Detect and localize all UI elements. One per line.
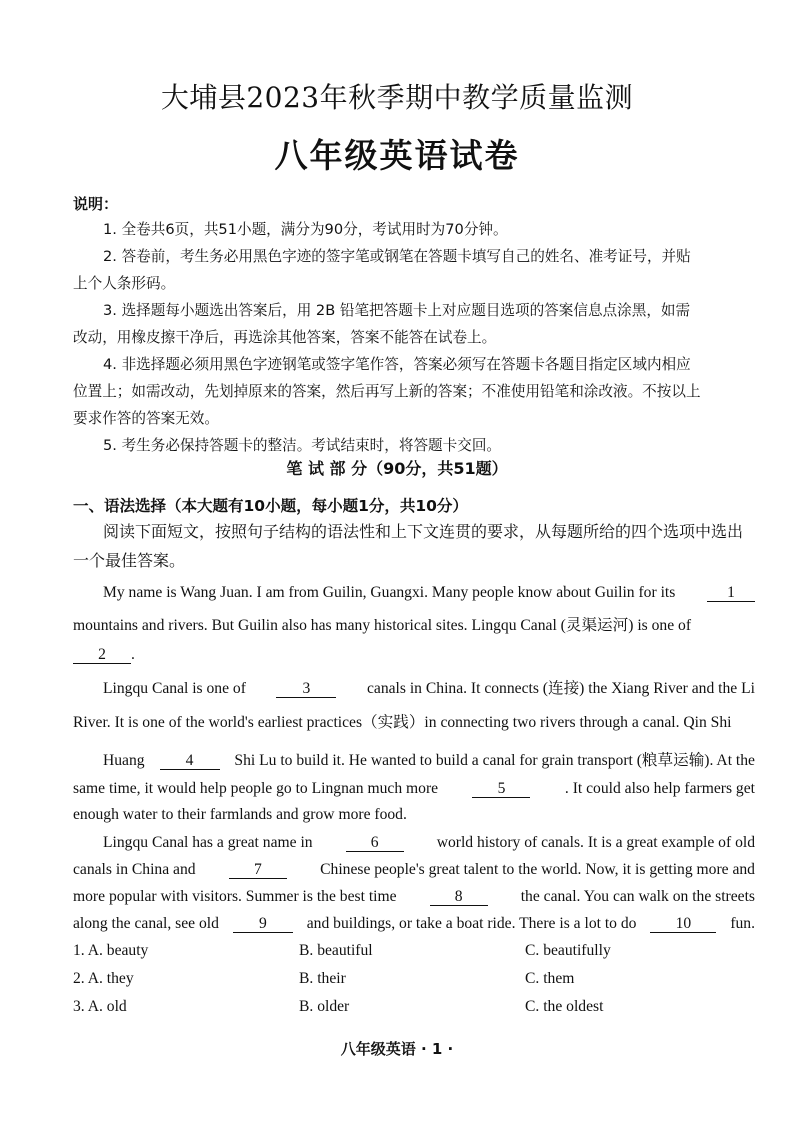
- blank-4: 4: [160, 753, 220, 770]
- passage-text: Lingqu Canal has a great name in: [103, 834, 313, 851]
- exam-title: 大埔县2023年秋季期中教学质量监测: [160, 81, 634, 114]
- option-row: [73, 942, 755, 970]
- passage-text: canals in China and: [73, 861, 196, 878]
- passage-line: [73, 780, 755, 798]
- directions-line: 阅读下面短文，按照句子结构的语法性和上下文连贯的要求，从每题所给的四个选项中选出: [103, 522, 744, 541]
- blank-1: 1: [707, 585, 755, 602]
- passage-text: Huang: [103, 752, 145, 769]
- passage-text: along the canal, see old: [73, 915, 219, 932]
- blank-7: 7: [229, 862, 287, 879]
- answer-options: [73, 942, 755, 1026]
- option-c: C. beautifully: [525, 942, 611, 959]
- instruction-line: 要求作答的答案无效。: [73, 410, 219, 427]
- instruction-line: 4. 非选择题必须用黑色字迹钢笔或签字笔作答，答案必须写在答题卡各题目指定区域内相应: [103, 356, 691, 373]
- directions-line: 一个最佳答案。: [73, 551, 186, 570]
- passage-line: [73, 861, 755, 879]
- part-heading: 一、语法选择（本大题有10小题，每小题1分，共10分）: [73, 497, 468, 515]
- instructions-heading: 说明：: [73, 195, 119, 213]
- option-a: 1. A. beauty: [73, 942, 149, 959]
- instructions-block: [73, 216, 755, 459]
- instruction-line: 上个人条形码。: [73, 275, 176, 292]
- blank-9: 9: [233, 916, 293, 933]
- passage-text: mountains and rivers. But Guilin also has many historical sites. Lingqu Canal (灵渠运河) is one of: [73, 617, 692, 634]
- passage-line: [103, 834, 755, 852]
- passage-line: [103, 584, 755, 602]
- instruction-line: 改动，用橡皮擦干净后，再选涂其他答案，答案不能答在试卷上。: [73, 329, 497, 346]
- exam-subtitle: 八年级英语试卷: [274, 136, 520, 175]
- passage-text: Chinese people's great talent to the world. Now, it is getting more and: [320, 861, 755, 878]
- option-b: B. their: [299, 970, 346, 987]
- blank-8: 8: [430, 889, 488, 906]
- passage-text: .: [131, 646, 135, 663]
- passage-text: fun.: [730, 915, 755, 932]
- blank-10: 10: [650, 916, 716, 933]
- instruction-line: 2. 答卷前，考生务必用黑色字迹的签字笔或钢笔在答题卡填写自己的姓名、准考证号，并贴: [103, 248, 691, 265]
- passage-text: Shi Lu to build it. He wanted to build a canal for grain transport (粮草运输). At the: [234, 752, 755, 769]
- option-b: B. beautiful: [299, 942, 373, 959]
- instruction-line: 位置上；如需改动，先划掉原来的答案，然后再写上新的答案；不准使用铅笔和涂改液。不按以上: [73, 383, 701, 400]
- option-c: C. the oldest: [525, 998, 604, 1015]
- blank-6: 6: [346, 835, 404, 852]
- passage-text: the canal. You can walk on the streets: [520, 888, 755, 905]
- passage-line: [103, 748, 755, 770]
- page-footer: 八年级英语 · 1 ·: [340, 1040, 454, 1058]
- passage-line: [103, 676, 755, 698]
- passage-line: [73, 806, 755, 824]
- option-c: C. them: [525, 970, 575, 987]
- passage-text: River. It is one of the world's earliest practices（实践）in connecting two rivers through a canal. Qin Shi: [73, 714, 732, 731]
- passage-text: . It could also help farmers get: [564, 780, 755, 797]
- option-a: 3. A. old: [73, 998, 127, 1015]
- instruction-line: 5. 考生务必保持答题卡的整洁。考试结束时，将答题卡交回。: [103, 437, 502, 454]
- section-title: 笔 试 部 分（90分，共51题）: [286, 459, 508, 478]
- passage-text: Lingqu Canal is one of: [103, 680, 246, 697]
- instruction-line: 1. 全卷共6页，共51小题，满分为90分，考试用时为70分钟。: [103, 221, 508, 238]
- passage-text: canals in China. It connects (连接) the Xiang River and the Li: [366, 680, 755, 697]
- passage-text: same time, it would help people go to Lingnan much more: [73, 780, 439, 797]
- option-row: [73, 970, 755, 998]
- part-directions: [73, 517, 755, 575]
- instruction-line: 3. 选择题每小题选出答案后，用 2B 铅笔把答题卡上对应题目选项的答案信息点涂黑，如需: [103, 302, 691, 319]
- passage-text: world history of canals. It is a great example of old: [436, 834, 755, 851]
- option-b: B. older: [299, 998, 350, 1015]
- blank-2: 2: [73, 647, 131, 664]
- option-row: [73, 998, 755, 1026]
- option-a: 2. A. they: [73, 970, 134, 987]
- passage-line: [73, 710, 755, 732]
- passage-text: and buildings, or take a boat ride. There is a lot to do: [306, 915, 637, 932]
- passage-text: My name is Wang Juan. I am from Guilin, Guangxi. Many people know about Guilin for its: [103, 584, 676, 601]
- passage-line: [73, 613, 755, 635]
- passage-line: [73, 915, 755, 933]
- passage-text: enough water to their farmlands and grow more food.: [73, 806, 407, 823]
- passage-text: more popular with visitors. Summer is the best time: [73, 888, 397, 905]
- passage-line: [73, 646, 755, 664]
- blank-3: 3: [276, 681, 336, 698]
- passage-line: [73, 888, 755, 906]
- blank-5: 5: [472, 781, 530, 798]
